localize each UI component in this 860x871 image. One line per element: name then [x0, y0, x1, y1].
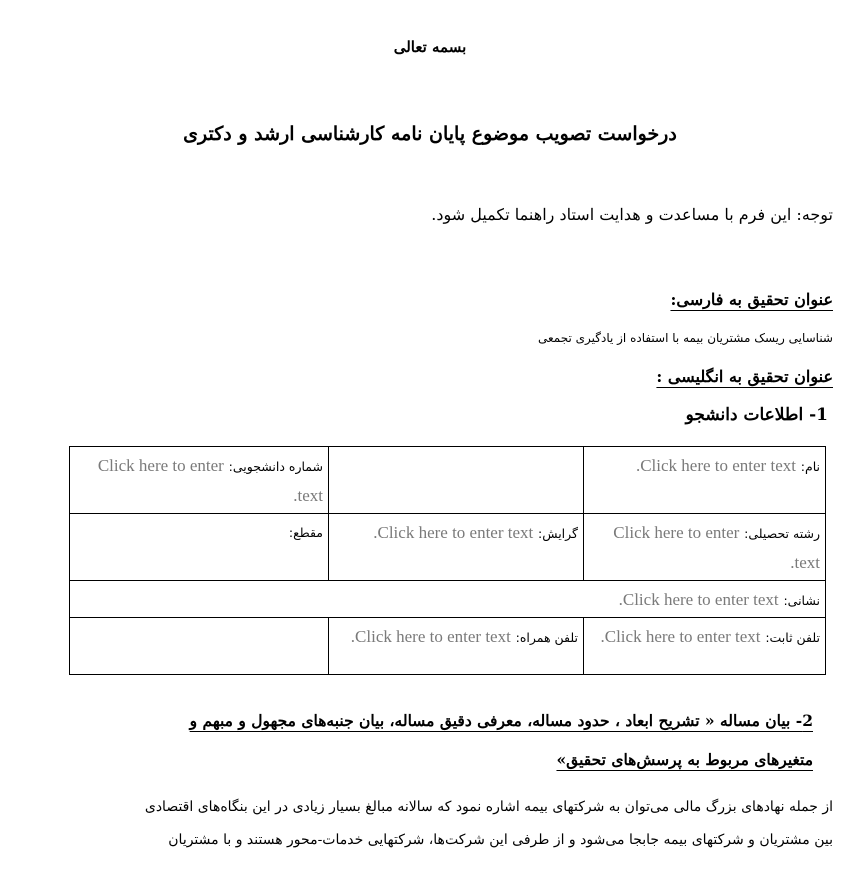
orientation-input[interactable]: Click here to enter text.: [373, 523, 534, 542]
table-row: [70, 618, 826, 675]
name-label: نام:: [800, 459, 820, 474]
empty-cell: [329, 447, 584, 514]
section-2-heading-line1: 2- بیان مساله « تشریح ابعاد ، حدود مساله، معرفی دقیق مساله، بیان جنبه‌های مجهول و مبهم و: [189, 711, 813, 730]
name-input[interactable]: Click here to enter text.: [635, 456, 796, 475]
table-row: [70, 581, 826, 618]
student-id-input[interactable]: Click here to enter text.: [97, 456, 323, 505]
section-2-body-line1: از جمله نهادهای بزرگ مالی می‌توان به شرکتهای بیمه اشاره نمود که سالانه مبالغ بسیار زیادی در این بنگاه‌های اقتصادی: [144, 799, 833, 815]
orientation-label: گرایش:: [538, 526, 578, 541]
page-title: درخواست تصویب موضوع پایان نامه کارشناسی ارشد و دکتری: [183, 123, 677, 145]
phone-input[interactable]: Click here to enter text.: [600, 627, 761, 646]
section-2-body-line2: بین مشتریان و شرکتهای بیمه جابجا می‌شود و از طرفی این شرکت‌ها، شرکتهایی خدمات-محور هستند و با مشتریان: [168, 832, 833, 848]
table-row: [70, 447, 826, 514]
section-2-heading-line2: متغیرهای مربوط به پرسش‌های تحقیق»: [556, 750, 813, 769]
major-input[interactable]: Click here to enter text.: [613, 523, 820, 572]
degree-cell[interactable]: [70, 514, 329, 581]
phone-cell[interactable]: [584, 618, 826, 675]
table-row: [70, 514, 826, 581]
mobile-cell[interactable]: [329, 618, 584, 675]
orientation-cell[interactable]: [329, 514, 584, 581]
address-input[interactable]: Click here to enter text.: [618, 590, 779, 609]
major-label: رشته تحصیلی:: [744, 526, 820, 541]
degree-label: مقطع:: [288, 525, 323, 540]
student-info-table: [69, 446, 826, 675]
persian-title-label: عنوان تحقیق به فارسی:: [670, 290, 833, 309]
section-1-heading: 1- اطلاعات دانشجو: [685, 405, 828, 425]
basmala: بسمه تعالی: [393, 38, 467, 56]
mobile-input[interactable]: Click here to enter text.: [350, 627, 511, 646]
major-cell[interactable]: [584, 514, 826, 581]
english-title-label: عنوان تحقیق به انگلیسی :: [656, 367, 833, 386]
persian-title-value[interactable]: شناسایی ریسک مشتریان بیمه با استفاده از یادگیری تجمعی: [538, 331, 833, 345]
address-label: نشانی:: [783, 593, 820, 608]
empty-cell: [70, 618, 329, 675]
form-note: توجه: این فرم با مساعدت و هدایت استاد راهنما تکمیل شود.: [431, 205, 833, 224]
student-id-cell[interactable]: [70, 447, 329, 514]
student-id-label: شماره دانشجویی:: [228, 459, 323, 474]
address-cell[interactable]: [70, 581, 826, 618]
phone-label: تلفن ثابت:: [765, 630, 820, 645]
mobile-label: تلفن همراه:: [515, 630, 578, 645]
name-cell[interactable]: [584, 447, 826, 514]
